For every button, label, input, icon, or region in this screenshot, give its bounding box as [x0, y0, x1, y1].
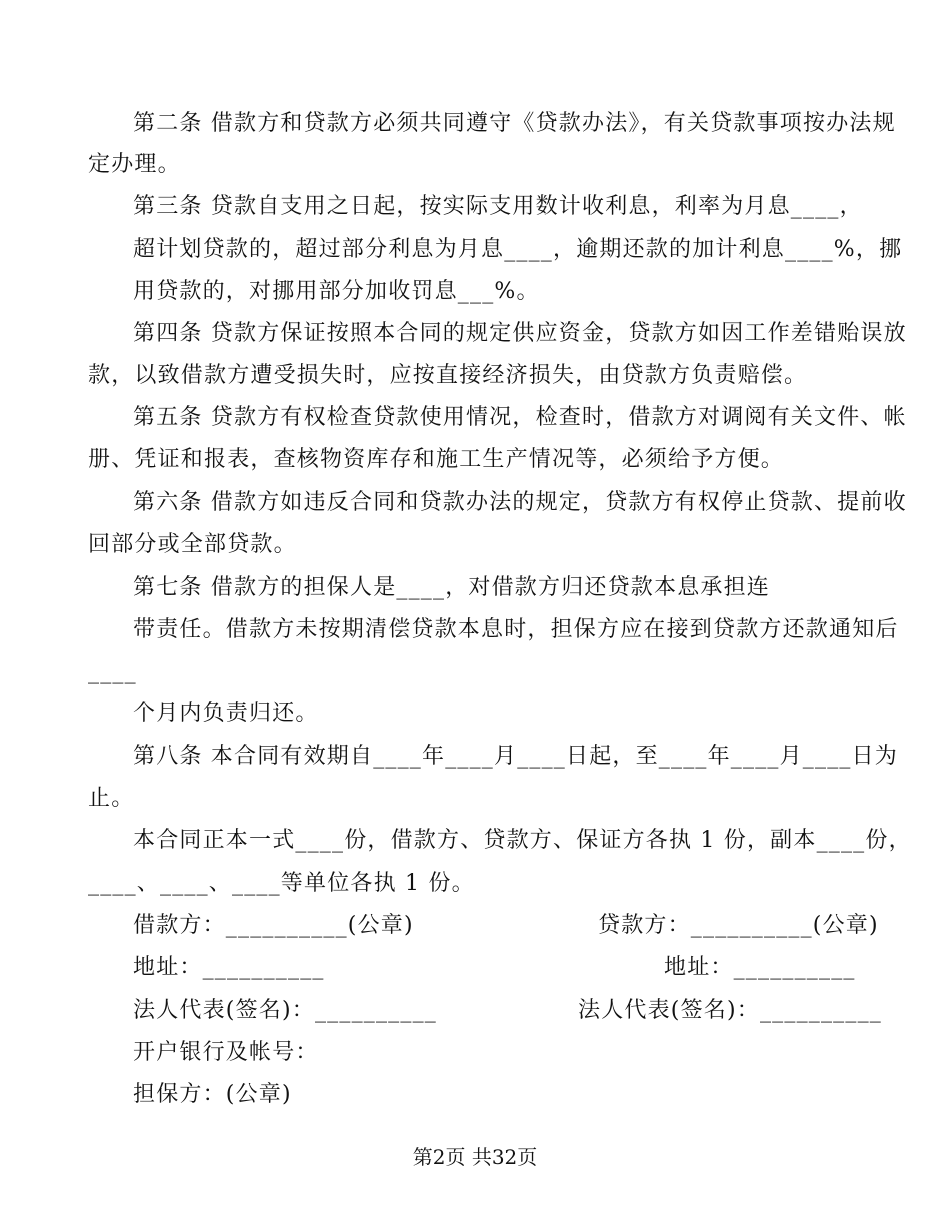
borrower-legal-representative: 法人代表(签名)：__________	[133, 998, 437, 1023]
clause-4-line-2: 款，以致借款方遭受损失时，应按直接经济损失，由贷款方负责赔偿。	[88, 363, 808, 388]
clause-3-line-1: 第三条 贷款自支用之日起，按实际支用数计收利息，利率为月息____，	[133, 194, 863, 219]
clause-5-line-1: 第五条 贷款方有权检查贷款使用情况，检查时，借款方对调阅有关文件、帐	[133, 405, 907, 430]
clause-3-line-2: 超计划贷款的，超过部分利息为月息____，逾期还款的加计利息____%，挪	[133, 237, 903, 262]
copies-line-2: ____、____、____等单位各执 1 份。	[88, 871, 475, 896]
clause-5-line-2: 册、凭证和报表，查核物资库存和施工生产情况等，必须给予方便。	[88, 447, 785, 472]
guarantor-signature: 担保方：(公章)	[133, 1082, 292, 1107]
clause-7-line-3: 个月内负责归还。	[133, 701, 319, 726]
copies-line-1: 本合同正本一式____份，借款方、贷款方、保证方各执 1 份，副本____份，	[133, 828, 912, 853]
clause-6-line-2: 回部分或全部贷款。	[88, 532, 297, 557]
borrower-address: 地址：__________	[133, 955, 325, 980]
clause-2-line-2: 定办理。	[88, 152, 181, 177]
bank-account: 开户银行及帐号：	[133, 1040, 319, 1065]
borrower-signature: 借款方：__________(公章)	[133, 913, 414, 938]
clause-8-line-2: 止。	[88, 786, 135, 811]
lender-signature: 贷款方：__________(公章)	[598, 913, 879, 938]
page-number: 第2页 共32页	[412, 1145, 538, 1169]
clause-6-line-1: 第六条 借款方如违反合同和贷款办法的规定，贷款方有权停止贷款、提前收	[133, 490, 907, 515]
clause-7-blank: ____	[88, 659, 137, 684]
lender-address: 地址：__________	[664, 955, 856, 980]
clause-2-line-1: 第二条 借款方和贷款方必须共同遵守《贷款办法》，有关贷款事项按办法规	[133, 111, 896, 136]
clause-4-line-1: 第四条 贷款方保证按照本合同的规定供应资金，贷款方如因工作差错贻误放	[133, 321, 907, 346]
clause-8-line-1: 第八条 本合同有效期自____年____月____日起，至____年____月____日为	[133, 744, 898, 769]
clause-3-line-3: 用贷款的，对挪用部分加收罚息___%。	[133, 279, 540, 304]
lender-legal-representative: 法人代表(签名)：__________	[578, 998, 882, 1023]
clause-7-line-1: 第七条 借款方的担保人是____，对借款方归还贷款本息承担连	[133, 575, 770, 600]
clause-7-line-2: 带责任。借款方未按期清偿贷款本息时，担保方应在接到贷款方还款通知后	[133, 617, 899, 642]
